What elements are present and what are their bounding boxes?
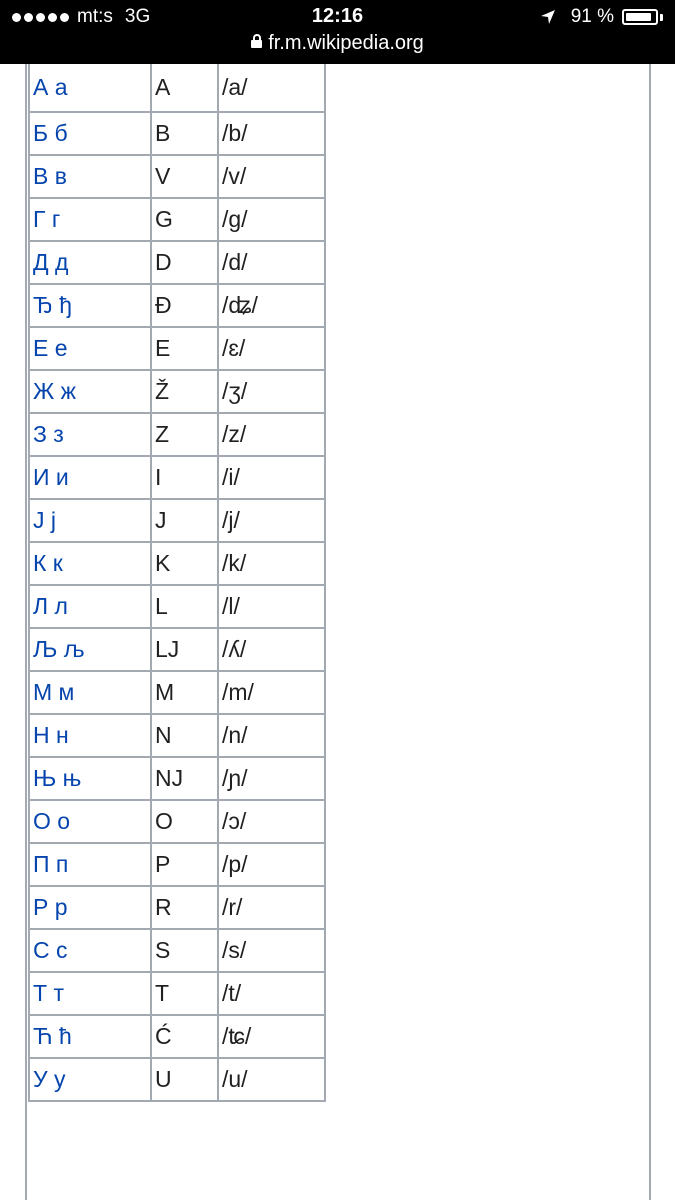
latin-letter-cell: Z: [151, 413, 218, 456]
latin-letter-cell: U: [151, 1058, 218, 1101]
ipa-cell: /ɲ/: [218, 757, 325, 800]
ipa-cell: /p/: [218, 843, 325, 886]
cyrillic-letter-link[interactable]: Ж ж: [29, 370, 151, 413]
table-row: [29, 284, 325, 327]
cyrillic-letter-link[interactable]: Л л: [29, 585, 151, 628]
latin-letter-cell: NJ: [151, 757, 218, 800]
ipa-cell: /k/: [218, 542, 325, 585]
cyrillic-letter-link[interactable]: Т т: [29, 972, 151, 1015]
clock: 12:16: [311, 5, 364, 27]
cyrillic-letter-link[interactable]: А а: [29, 64, 151, 112]
latin-letter-cell: Ž: [151, 370, 218, 413]
table-row: [29, 1015, 325, 1058]
latin-letter-cell: P: [151, 843, 218, 886]
table-row: [29, 155, 325, 198]
cyrillic-letter-link[interactable]: К к: [29, 542, 151, 585]
latin-letter-cell: I: [151, 456, 218, 499]
cyrillic-letter-link[interactable]: О о: [29, 800, 151, 843]
ipa-cell: /j/: [218, 499, 325, 542]
cyrillic-letter-link[interactable]: Н н: [29, 714, 151, 757]
address-bar[interactable]: [0, 32, 675, 55]
cyrillic-letter-link[interactable]: Е е: [29, 327, 151, 370]
latin-letter-cell: O: [151, 800, 218, 843]
table-row: [29, 929, 325, 972]
latin-letter-cell: V: [151, 155, 218, 198]
ipa-cell: /z/: [218, 413, 325, 456]
ipa-cell: /u/: [218, 1058, 325, 1101]
lock-icon: [251, 40, 262, 48]
ipa-cell: /s/: [218, 929, 325, 972]
cyrillic-letter-link[interactable]: Г г: [29, 198, 151, 241]
table-row: [29, 800, 325, 843]
latin-letter-cell: B: [151, 112, 218, 155]
cyrillic-letter-link[interactable]: Њ њ: [29, 757, 151, 800]
table-row: [29, 757, 325, 800]
latin-letter-cell: G: [151, 198, 218, 241]
ipa-cell: /ʨ/: [218, 1015, 325, 1058]
ipa-cell: /g/: [218, 198, 325, 241]
latin-letter-cell: S: [151, 929, 218, 972]
table-row: [29, 671, 325, 714]
table-row: [29, 628, 325, 671]
table-row: [29, 886, 325, 929]
table-row: [29, 64, 325, 112]
cyrillic-letter-link[interactable]: Ђ ђ: [29, 284, 151, 327]
ipa-cell: /n/: [218, 714, 325, 757]
ipa-cell: /m/: [218, 671, 325, 714]
table-row: [29, 972, 325, 1015]
ipa-cell: /ʎ/: [218, 628, 325, 671]
latin-letter-cell: K: [151, 542, 218, 585]
cyrillic-letter-link[interactable]: Ћ ћ: [29, 1015, 151, 1058]
table-row: [29, 1058, 325, 1101]
ipa-cell: /d/: [218, 241, 325, 284]
latin-letter-cell: J: [151, 499, 218, 542]
table-row: [29, 413, 325, 456]
ipa-cell: /ɛ/: [218, 327, 325, 370]
ipa-cell: /l/: [218, 585, 325, 628]
latin-letter-cell: N: [151, 714, 218, 757]
url-text: fr.m.wikipedia.org: [268, 32, 424, 54]
latin-letter-cell: LJ: [151, 628, 218, 671]
latin-letter-cell: R: [151, 886, 218, 929]
latin-letter-cell: Đ: [151, 284, 218, 327]
cyrillic-letter-link[interactable]: И и: [29, 456, 151, 499]
cyrillic-letter-link[interactable]: М м: [29, 671, 151, 714]
ipa-cell: /ʒ/: [218, 370, 325, 413]
cyrillic-letter-link[interactable]: П п: [29, 843, 151, 886]
cyrillic-letter-link[interactable]: Ј ј: [29, 499, 151, 542]
cyrillic-letter-link[interactable]: В в: [29, 155, 151, 198]
battery-percent: 91 %: [570, 6, 614, 27]
latin-letter-cell: Ć: [151, 1015, 218, 1058]
table-row: [29, 714, 325, 757]
table-row: [29, 198, 325, 241]
cyrillic-letter-link[interactable]: С с: [29, 929, 151, 972]
ipa-cell: /i/: [218, 456, 325, 499]
latin-letter-cell: L: [151, 585, 218, 628]
cyrillic-letter-link[interactable]: З з: [29, 413, 151, 456]
table-row: [29, 370, 325, 413]
alphabet-table: [28, 64, 326, 1102]
cyrillic-letter-link[interactable]: Љ љ: [29, 628, 151, 671]
latin-letter-cell: T: [151, 972, 218, 1015]
battery-cap: [660, 14, 663, 21]
cyrillic-letter-link[interactable]: Д д: [29, 241, 151, 284]
ipa-cell: /v/: [218, 155, 325, 198]
table-row: [29, 112, 325, 155]
status-bar: [0, 0, 675, 64]
location-arrow-icon: [539, 8, 557, 26]
table-row: [29, 542, 325, 585]
cyrillic-letter-link[interactable]: Р р: [29, 886, 151, 929]
cyrillic-letter-link[interactable]: У у: [29, 1058, 151, 1101]
network-type: 3G: [124, 6, 151, 27]
ipa-cell: /ɔ/: [218, 800, 325, 843]
table-row: [29, 843, 325, 886]
ipa-cell: /b/: [218, 112, 325, 155]
latin-letter-cell: E: [151, 327, 218, 370]
latin-letter-cell: A: [151, 64, 218, 112]
cyrillic-letter-link[interactable]: Б б: [29, 112, 151, 155]
latin-letter-cell: D: [151, 241, 218, 284]
battery-info: [539, 6, 663, 28]
table-row: [29, 327, 325, 370]
latin-letter-cell: M: [151, 671, 218, 714]
table-row: [29, 585, 325, 628]
ipa-cell: /r/: [218, 886, 325, 929]
ipa-cell: /a/: [218, 64, 325, 112]
ipa-cell: /t/: [218, 972, 325, 1015]
table-row: [29, 241, 325, 284]
battery-icon: [622, 9, 658, 25]
carrier-name: mt:s: [77, 6, 113, 27]
table-row: [29, 456, 325, 499]
ipa-cell: /ʥ/: [218, 284, 325, 327]
table-row: [29, 499, 325, 542]
